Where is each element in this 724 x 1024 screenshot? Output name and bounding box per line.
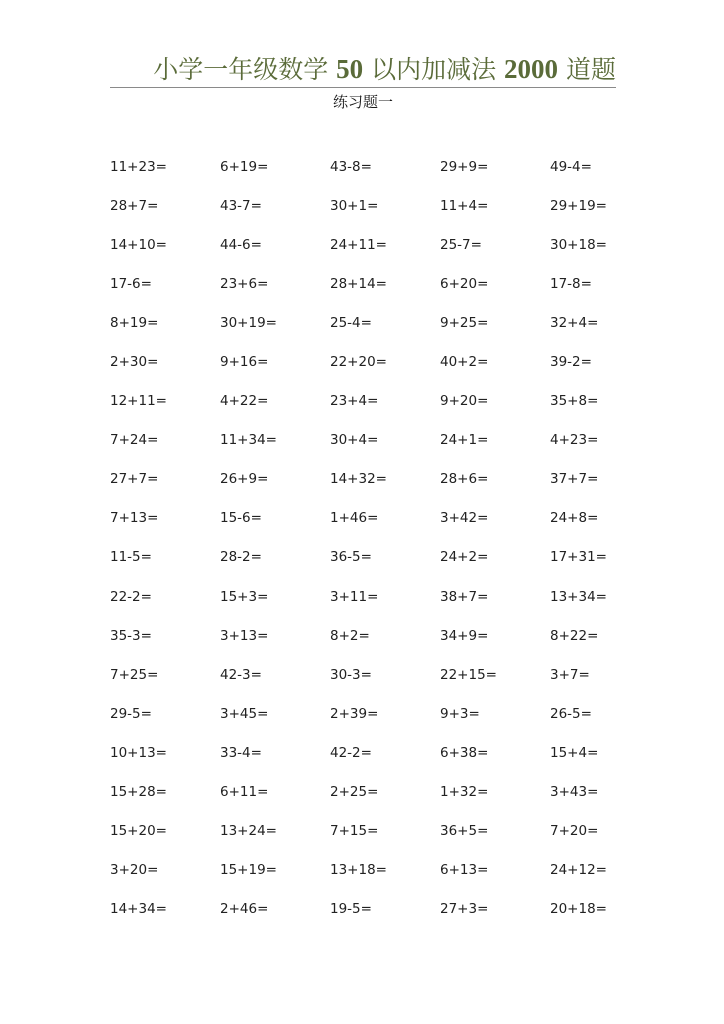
problem-row	[110, 851, 630, 890]
problem-item: 49-4=	[550, 158, 592, 175]
problem-row	[110, 890, 630, 929]
problem-item: 6+38=	[440, 744, 489, 761]
problem-item: 7+20=	[550, 823, 599, 840]
problem-row	[110, 342, 630, 381]
problem-item: 15+28=	[110, 784, 167, 801]
problem-item: 4+23=	[550, 432, 599, 449]
problem-item: 30+19=	[220, 314, 277, 331]
problem-item: 15+19=	[220, 862, 277, 879]
problem-item: 3+7=	[550, 666, 590, 683]
problem-item: 17+31=	[550, 549, 607, 566]
problem-item: 6+19=	[220, 158, 269, 175]
problem-item: 39-2=	[550, 354, 592, 371]
problem-row	[110, 460, 630, 499]
problem-item: 11-5=	[110, 549, 152, 566]
problem-item: 30+4=	[330, 432, 379, 449]
problem-item: 13+18=	[330, 862, 387, 879]
problem-item: 12+11=	[110, 393, 167, 410]
problem-item: 42-3=	[220, 666, 262, 683]
problem-item: 27+7=	[110, 471, 159, 488]
problem-item: 11+23=	[110, 158, 167, 175]
problem-row	[110, 186, 630, 225]
problem-item: 36+5=	[440, 823, 489, 840]
problem-item: 9+3=	[440, 705, 480, 722]
problem-item: 3+45=	[220, 705, 269, 722]
problem-item: 25-4=	[330, 314, 372, 331]
problem-item: 30-3=	[330, 666, 372, 683]
problem-row	[110, 264, 630, 303]
problem-row	[110, 499, 630, 538]
problem-item: 36-5=	[330, 549, 372, 566]
problem-row	[110, 773, 630, 812]
problem-item: 3+13=	[220, 627, 269, 644]
problem-item: 3+20=	[110, 862, 159, 879]
problem-item: 27+3=	[440, 901, 489, 918]
problem-item: 42-2=	[330, 744, 372, 761]
problem-item: 3+43=	[550, 784, 599, 801]
problem-item: 28+6=	[440, 471, 489, 488]
problem-item: 9+16=	[220, 354, 269, 371]
problem-item: 3+11=	[330, 588, 379, 605]
problem-row	[110, 303, 630, 342]
problem-item: 37+7=	[550, 471, 599, 488]
problem-item: 15+3=	[220, 588, 269, 605]
problem-item: 2+46=	[220, 901, 269, 918]
problem-row	[110, 733, 630, 772]
title-underline-divider	[110, 87, 616, 88]
problem-item: 15+4=	[550, 744, 599, 761]
problem-item: 13+24=	[220, 823, 277, 840]
problem-item: 24+2=	[440, 549, 489, 566]
problem-row	[110, 812, 630, 851]
problem-item: 17-6=	[110, 275, 152, 292]
title-text-2: 以内加减法	[363, 55, 505, 84]
problem-item: 8+22=	[550, 627, 599, 644]
problem-row	[110, 225, 630, 264]
problem-item: 6+20=	[440, 275, 489, 292]
problem-item: 29+19=	[550, 197, 607, 214]
problem-item: 28+7=	[110, 197, 159, 214]
problem-item: 33-4=	[220, 744, 262, 761]
problem-item: 43-8=	[330, 158, 372, 175]
page-title	[110, 52, 616, 86]
problem-item: 7+13=	[110, 510, 159, 527]
problem-row	[110, 538, 630, 577]
problem-item: 44-6=	[220, 236, 262, 253]
problem-item: 23+6=	[220, 275, 269, 292]
problem-item: 26-5=	[550, 705, 592, 722]
problem-item: 29+9=	[440, 158, 489, 175]
problem-item: 7+24=	[110, 432, 159, 449]
problem-item: 17-8=	[550, 275, 592, 292]
problem-item: 2+39=	[330, 705, 379, 722]
title-number-50: 50	[336, 54, 364, 84]
problem-row	[110, 655, 630, 694]
problem-item: 2+30=	[110, 354, 159, 371]
problem-item: 23+4=	[330, 393, 379, 410]
problem-item: 25-7=	[440, 236, 482, 253]
problem-item: 13+34=	[550, 588, 607, 605]
problem-row	[110, 382, 630, 421]
problem-item: 22+15=	[440, 666, 497, 683]
problem-item: 35-3=	[110, 627, 152, 644]
problem-item: 28-2=	[220, 549, 262, 566]
problem-item: 24+1=	[440, 432, 489, 449]
problem-item: 6+11=	[220, 784, 269, 801]
problem-item: 14+10=	[110, 236, 167, 253]
problem-item: 15+20=	[110, 823, 167, 840]
problem-item: 10+13=	[110, 744, 167, 761]
problem-item: 1+46=	[330, 510, 379, 527]
problem-row	[110, 421, 630, 460]
problem-item: 30+18=	[550, 236, 607, 253]
problem-item: 22+20=	[330, 354, 387, 371]
problem-item: 32+4=	[550, 314, 599, 331]
problem-item: 20+18=	[550, 901, 607, 918]
problem-row	[110, 147, 630, 186]
title-text-3: 道题	[558, 55, 616, 84]
problem-item: 1+32=	[440, 784, 489, 801]
problem-item: 11+34=	[220, 432, 277, 449]
problem-item: 28+14=	[330, 275, 387, 292]
problem-item: 14+32=	[330, 471, 387, 488]
problem-item: 6+13=	[440, 862, 489, 879]
problem-row	[110, 694, 630, 733]
problem-item: 34+9=	[440, 627, 489, 644]
problem-item: 8+19=	[110, 314, 159, 331]
problem-item: 22-2=	[110, 588, 152, 605]
problem-item: 40+2=	[440, 354, 489, 371]
problem-item: 4+22=	[220, 393, 269, 410]
problem-row	[110, 577, 630, 616]
problem-item: 9+20=	[440, 393, 489, 410]
problem-item: 14+34=	[110, 901, 167, 918]
title-text-1: 小学一年级数学	[153, 55, 337, 84]
problem-item: 19-5=	[330, 901, 372, 918]
problem-item: 24+8=	[550, 510, 599, 527]
problem-item: 7+25=	[110, 666, 159, 683]
problem-item: 9+25=	[440, 314, 489, 331]
problem-item: 3+42=	[440, 510, 489, 527]
problem-item: 8+2=	[330, 627, 370, 644]
exercise-subtitle: 练习题一	[332, 93, 393, 111]
problem-row	[110, 616, 630, 655]
problem-item: 29-5=	[110, 705, 152, 722]
problem-item: 2+25=	[330, 784, 379, 801]
problem-item: 26+9=	[220, 471, 269, 488]
problem-item: 11+4=	[440, 197, 489, 214]
problem-item: 7+15=	[330, 823, 379, 840]
problem-item: 38+7=	[440, 588, 489, 605]
problem-item: 24+12=	[550, 862, 607, 879]
problem-item: 24+11=	[330, 236, 387, 253]
title-number-2000: 2000	[504, 54, 559, 84]
problem-item: 15-6=	[220, 510, 262, 527]
problem-item: 43-7=	[220, 197, 262, 214]
problem-grid	[110, 147, 630, 929]
problem-item: 30+1=	[330, 197, 379, 214]
problem-item: 35+8=	[550, 393, 599, 410]
